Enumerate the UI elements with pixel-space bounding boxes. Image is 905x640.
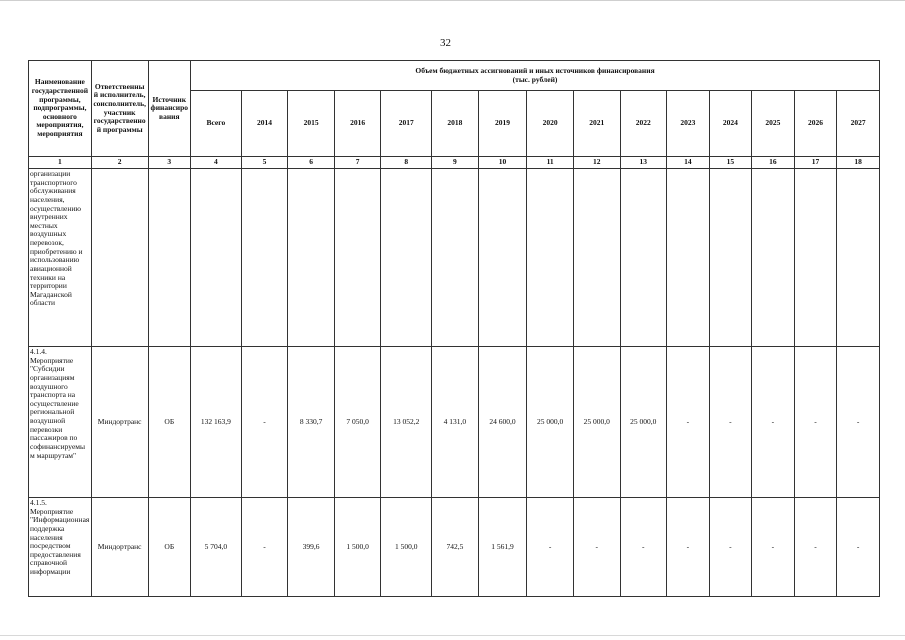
row-source (148, 169, 191, 347)
row-responsible (91, 169, 148, 347)
table-row (29, 169, 880, 347)
header-budget-units: (тыс. рублей) (512, 74, 558, 84)
row-value: - (837, 347, 880, 498)
row-value: - (709, 347, 752, 498)
column-number: 16 (752, 157, 795, 169)
header-year: 2022 (620, 91, 667, 157)
column-number: 14 (667, 157, 710, 169)
row-value: 24 600,0 (478, 347, 527, 498)
row-value: 25 000,0 (573, 347, 620, 498)
row-value (667, 169, 710, 347)
row-value (837, 169, 880, 347)
row-responsible: Миндортранс (91, 347, 148, 498)
row-value: 25 000,0 (620, 347, 667, 498)
header-year: 2020 (527, 91, 574, 157)
row-value (794, 169, 837, 347)
row-total (191, 169, 242, 347)
header-year: 2019 (478, 91, 527, 157)
budget-table (28, 60, 880, 597)
row-value (752, 169, 795, 347)
row-value: - (241, 498, 288, 597)
row-source: ОБ (148, 498, 191, 597)
column-number: 6 (288, 157, 335, 169)
row-responsible: Миндортранс (91, 498, 148, 597)
row-value: - (620, 498, 667, 597)
header-year: 2023 (667, 91, 710, 157)
header-year: 2025 (752, 91, 795, 157)
row-total: 5 704,0 (191, 498, 242, 597)
column-number: 15 (709, 157, 752, 169)
column-number: 10 (478, 157, 527, 169)
row-value: - (667, 347, 710, 498)
column-number: 8 (381, 157, 432, 169)
column-number: 4 (191, 157, 242, 169)
row-value: - (241, 347, 288, 498)
scan-edge-top (0, 0, 905, 1)
row-value: - (573, 498, 620, 597)
row-value: 1 500,0 (381, 498, 432, 597)
column-number: 13 (620, 157, 667, 169)
column-number: 1 (29, 157, 92, 169)
page-number: 32 (440, 37, 451, 49)
header-responsible: Ответственный исполнитель, соисполнитель, участник государственной программы (91, 61, 148, 157)
row-value (381, 169, 432, 347)
header-year: 2015 (288, 91, 335, 157)
row-value: - (527, 498, 574, 597)
row-name: организации транспортного обслуживания населения, осуществлению внутренних местных воздушных перевозок, приобретению и использованию авиационной техники на территории Магаданской области (29, 169, 92, 347)
row-value (620, 169, 667, 347)
header-year: 2018 (432, 91, 479, 157)
row-value: 399,6 (288, 498, 335, 597)
row-value: - (794, 347, 837, 498)
row-source: ОБ (148, 347, 191, 498)
column-number: 9 (432, 157, 479, 169)
row-value: - (752, 498, 795, 597)
row-name: 4.1.5. Мероприятие "Информационная поддержка населения посредством предоставления справочной информации (29, 498, 92, 597)
header-budget-title: Объем бюджетных ассигнований и иных источников финансирования (415, 65, 655, 75)
row-value: - (709, 498, 752, 597)
row-value: - (667, 498, 710, 597)
row-value: 13 052,2 (381, 347, 432, 498)
header-total: Всего (191, 91, 242, 157)
header-year: 2016 (334, 91, 381, 157)
row-value: - (837, 498, 880, 597)
row-value: - (752, 347, 795, 498)
column-number: 12 (573, 157, 620, 169)
row-value (334, 169, 381, 347)
column-number: 5 (241, 157, 288, 169)
row-value: 1 561,9 (478, 498, 527, 597)
row-value: 1 500,0 (334, 498, 381, 597)
header-year: 2027 (837, 91, 880, 157)
row-value: 8 330,7 (288, 347, 335, 498)
column-number: 17 (794, 157, 837, 169)
row-name: 4.1.4. Мероприятие "Субсидии организациям воздушного транспорта на осуществление региональной воздушной перевозки пассажиров по софинансируемым маршрутам" (29, 347, 92, 498)
column-number: 3 (148, 157, 191, 169)
row-value (573, 169, 620, 347)
header-budget-group (191, 61, 880, 91)
scan-edge-bottom (0, 635, 905, 636)
column-number: 18 (837, 157, 880, 169)
row-value: 742,5 (432, 498, 479, 597)
row-value: - (794, 498, 837, 597)
header-name: Наименование государственной программы, подпрограммы, основного мероприятия, мероприятия (29, 61, 92, 157)
header-year: 2021 (573, 91, 620, 157)
row-value (709, 169, 752, 347)
table-row (29, 347, 880, 498)
row-value: 7 050,0 (334, 347, 381, 498)
row-value (288, 169, 335, 347)
row-total: 132 163,9 (191, 347, 242, 498)
row-value: 25 000,0 (527, 347, 574, 498)
row-value (241, 169, 288, 347)
header-year: 2026 (794, 91, 837, 157)
column-number: 7 (334, 157, 381, 169)
row-value (527, 169, 574, 347)
row-value: 4 131,0 (432, 347, 479, 498)
row-value (432, 169, 479, 347)
header-year: 2014 (241, 91, 288, 157)
header-year: 2024 (709, 91, 752, 157)
column-number: 11 (527, 157, 574, 169)
table-row (29, 498, 880, 597)
header-year: 2017 (381, 91, 432, 157)
header-source: Источник финансирования (148, 61, 191, 157)
row-value (478, 169, 527, 347)
column-number: 2 (91, 157, 148, 169)
